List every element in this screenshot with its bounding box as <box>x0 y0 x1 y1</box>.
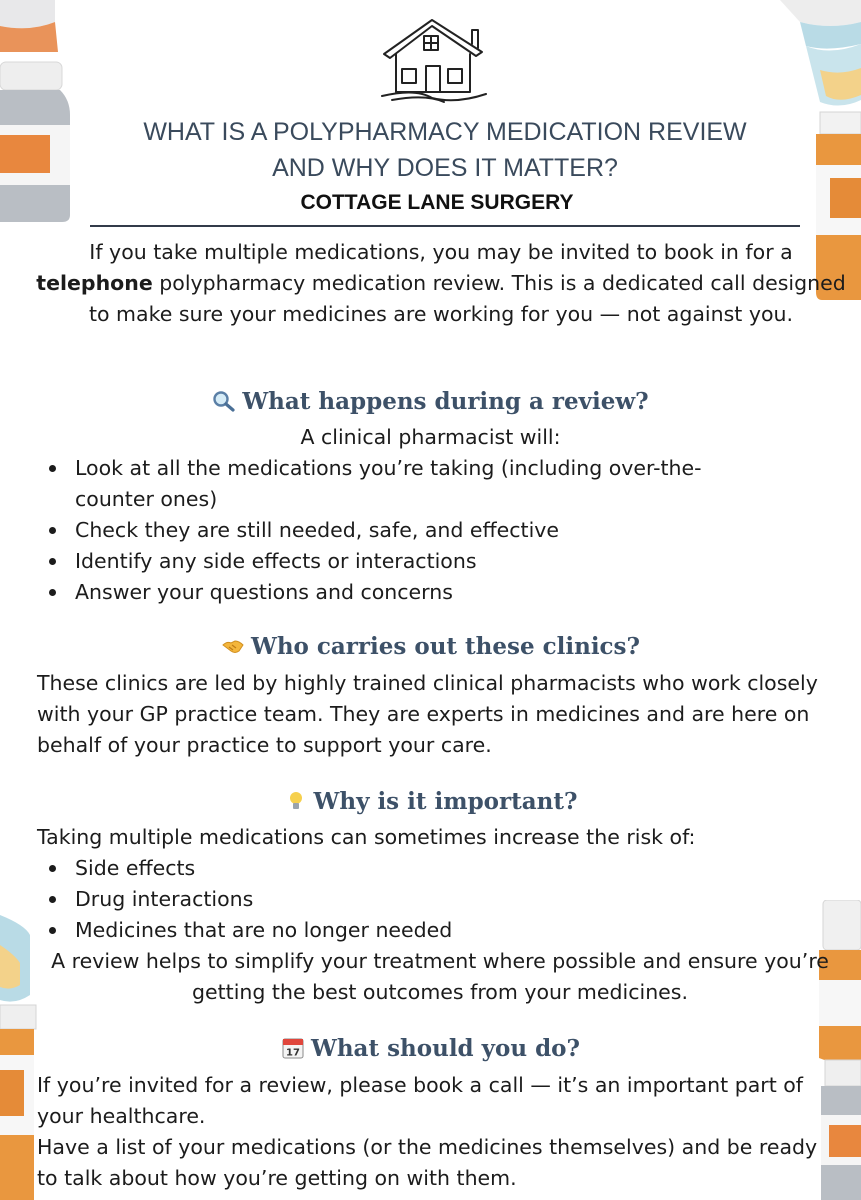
list-item: Drug interactions <box>37 884 757 915</box>
section-closing: A review helps to simplify your treatment where possible and ensure you’re getting the best outcomes from your medicines. <box>51 949 829 1004</box>
title-divider <box>90 225 800 227</box>
list-item: Check they are still needed, safe, and effective <box>37 515 757 546</box>
review-activities-list <box>37 453 757 608</box>
section-heading-why-important <box>0 785 861 819</box>
calendar-icon <box>281 1037 305 1059</box>
section-heading-what-happens <box>0 385 861 419</box>
lightbulb-icon <box>284 790 308 812</box>
intro-text-part2: polypharmacy medication review. This is a dedicated call designed to make sure your medicines are working for you — not against you. <box>88 271 846 326</box>
section-heading-text: What happens during a review? <box>242 388 649 415</box>
surgery-name: COTTAGE LANE SURGERY <box>300 191 574 214</box>
section-heading-what-to-do <box>0 1032 861 1066</box>
list-item: Identify any side effects or interactions <box>37 546 757 577</box>
section-lead: Taking multiple medications can sometimes increase the risk of: <box>37 825 696 849</box>
magnifying-glass-icon <box>212 390 236 412</box>
page-title-line-1: WHAT IS A POLYPHARMACY MEDICATION REVIEW <box>143 118 747 146</box>
risks-list <box>37 853 757 946</box>
list-item: Medicines that are no longer needed <box>37 915 757 946</box>
calendar-icon-number: 17 <box>286 1047 300 1059</box>
action-paragraph-2: Have a list of your medications (or the medicines themselves) and be ready to talk about how you’re getting on with them. <box>37 1135 818 1190</box>
section-heading-text: Why is it important? <box>313 788 578 815</box>
cottage-logo <box>376 14 490 106</box>
section-heading-text: Who carries out these clinics? <box>250 633 640 660</box>
intro-paragraph <box>36 237 846 330</box>
intro-text-part1: If you take multiple medications, you may be invited to book in for a <box>89 240 793 264</box>
list-item: Side effects <box>37 853 757 884</box>
action-paragraph-1: If you’re invited for a review, please book a call — it’s an important part of your healthcare. <box>37 1073 804 1128</box>
list-item: Answer your questions and concerns <box>37 577 757 608</box>
list-item: Look at all the medications you’re taking (including over-the-counter ones) <box>37 453 757 515</box>
handshake-icon <box>221 635 245 657</box>
section-lead: A clinical pharmacist will: <box>300 425 561 449</box>
intro-text-bold: telephone <box>36 271 153 295</box>
page-title-line-2: AND WHY DOES IT MATTER? <box>272 154 618 182</box>
section-heading-text: What should you do? <box>311 1035 580 1062</box>
section-heading-who-carries-out <box>0 630 861 664</box>
section-body: These clinics are led by highly trained clinical pharmacists who work closely with your GP practice team. They are experts in medicines and are here on behalf of your practice to support your care. <box>37 671 818 757</box>
